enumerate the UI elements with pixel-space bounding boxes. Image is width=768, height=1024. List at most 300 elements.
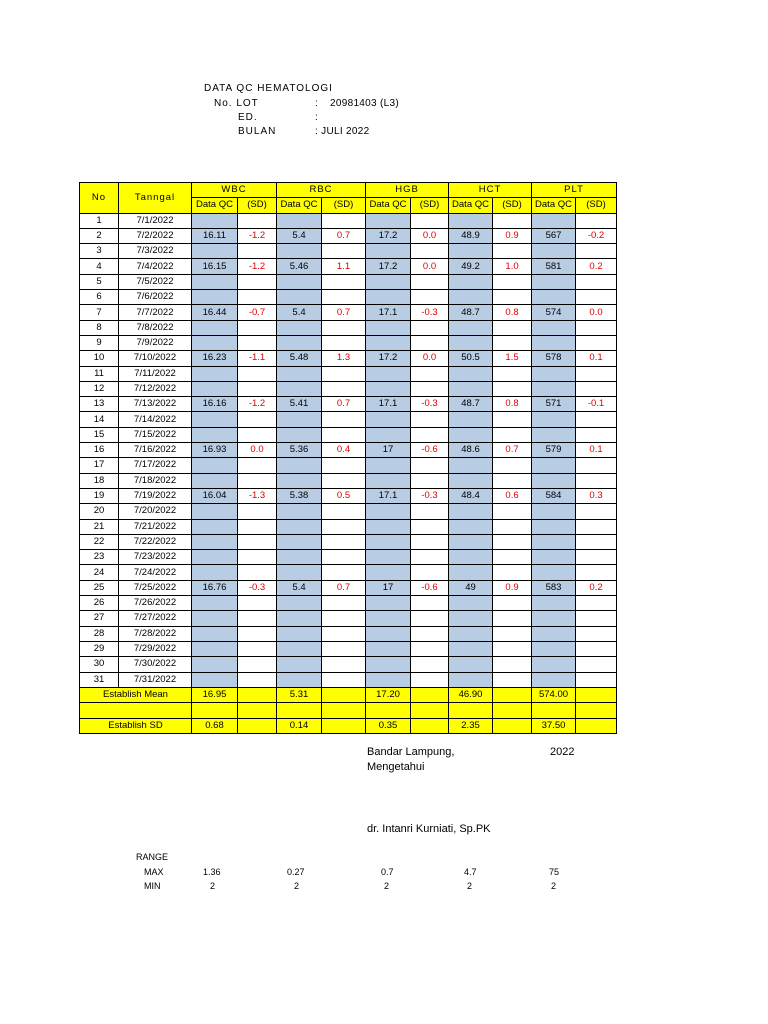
rbc-sd-cell: 0.4 <box>322 443 366 458</box>
hct-sd-cell: 0.9 <box>493 580 532 595</box>
spacer-cell <box>366 703 411 719</box>
rbc-qc-cell <box>277 672 322 687</box>
spacer-cell <box>80 703 192 719</box>
rbc-qc-cell <box>277 519 322 534</box>
hct-sd-cell <box>493 244 532 259</box>
signature-acknowledged: Mengetahui <box>367 761 425 773</box>
wbc-qc-cell <box>192 519 238 534</box>
hgb-sd-cell: -0.3 <box>411 488 449 503</box>
subheader-data-qc: Data QC <box>192 198 238 213</box>
hgb-sd-cell: 0.0 <box>411 351 449 366</box>
subheader-data-qc: Data QC <box>366 198 411 213</box>
plt-qc-cell <box>532 657 576 672</box>
table-row <box>80 290 617 305</box>
table-row <box>80 657 617 672</box>
row-no-cell: 2 <box>80 228 119 243</box>
range-max-wbc: 1.36 <box>203 867 221 877</box>
plt-qc-cell <box>532 320 576 335</box>
qc-table <box>79 182 617 734</box>
row-date-cell: 7/9/2022 <box>119 335 192 350</box>
hgb-qc-cell <box>366 626 411 641</box>
wbc-sd-cell <box>238 641 277 656</box>
wbc-sd-cell <box>238 244 277 259</box>
rbc-sd-cell <box>322 335 366 350</box>
table-row <box>80 335 617 350</box>
wbc-qc-cell: 16.16 <box>192 397 238 412</box>
plt-sd-cell <box>576 427 617 442</box>
rbc-qc-cell <box>277 611 322 626</box>
plt-sd-cell: -0.1 <box>576 397 617 412</box>
range-title: RANGE <box>136 852 169 862</box>
wbc-sd-cell: -1.2 <box>238 228 277 243</box>
plt-qc-cell <box>532 335 576 350</box>
hgb-sd-cell: 0.0 <box>411 228 449 243</box>
table-row <box>80 397 617 412</box>
rbc-sd-cell: 0.7 <box>322 580 366 595</box>
mean-hct: 46.90 <box>449 687 493 703</box>
table-row <box>80 565 617 580</box>
table-row <box>80 672 617 687</box>
wbc-sd-cell <box>238 427 277 442</box>
plt-qc-cell <box>532 244 576 259</box>
subheader-data-qc: Data QC <box>449 198 493 213</box>
table-row <box>80 351 617 366</box>
hct-qc-cell: 48.7 <box>449 305 493 320</box>
hct-sd-cell <box>493 596 532 611</box>
subheader-sd: (SD) <box>493 198 532 213</box>
table-row <box>80 320 617 335</box>
plt-sd-cell <box>576 519 617 534</box>
mean-wbc: 16.95 <box>192 687 238 703</box>
hct-sd-cell <box>493 611 532 626</box>
wbc-qc-cell <box>192 290 238 305</box>
table-row <box>80 534 617 549</box>
hct-sd-cell <box>493 320 532 335</box>
wbc-sd-cell: 0.0 <box>238 443 277 458</box>
hgb-qc-cell <box>366 565 411 580</box>
hct-sd-cell <box>493 534 532 549</box>
wbc-sd-cell <box>238 290 277 305</box>
hgb-qc-cell: 17.2 <box>366 259 411 274</box>
hct-sd-cell <box>493 412 532 427</box>
wbc-qc-cell <box>192 412 238 427</box>
wbc-qc-cell <box>192 626 238 641</box>
mean-rbc: 5.31 <box>277 687 322 703</box>
spacer-cell <box>322 703 366 719</box>
row-date-cell: 7/21/2022 <box>119 519 192 534</box>
row-date-cell: 7/26/2022 <box>119 596 192 611</box>
hgb-sd-cell <box>411 381 449 396</box>
hct-sd-cell: 0.7 <box>493 443 532 458</box>
rbc-qc-cell <box>277 534 322 549</box>
bulan-value: : JULI 2022 <box>315 126 370 137</box>
plt-qc-cell <box>532 626 576 641</box>
plt-qc-cell <box>532 473 576 488</box>
hgb-qc-cell <box>366 366 411 381</box>
wbc-sd-cell <box>238 412 277 427</box>
rbc-sd-cell <box>322 427 366 442</box>
plt-sd-cell: 0.3 <box>576 488 617 503</box>
hgb-qc-cell <box>366 641 411 656</box>
plt-qc-cell <box>532 596 576 611</box>
wbc-qc-cell <box>192 274 238 289</box>
wbc-sd-cell <box>238 657 277 672</box>
hgb-sd-cell <box>411 672 449 687</box>
wbc-qc-cell <box>192 458 238 473</box>
wbc-qc-cell: 16.11 <box>192 228 238 243</box>
row-date-cell: 7/24/2022 <box>119 565 192 580</box>
sd-wbc: 0.68 <box>192 718 238 734</box>
plt-qc-cell <box>532 565 576 580</box>
rbc-qc-cell <box>277 244 322 259</box>
plt-sd-cell: 0.0 <box>576 305 617 320</box>
rbc-sd-cell <box>322 473 366 488</box>
wbc-qc-cell <box>192 473 238 488</box>
hct-qc-cell <box>449 366 493 381</box>
rbc-sd-cell <box>322 596 366 611</box>
subheader-sd: (SD) <box>411 198 449 213</box>
rbc-qc-cell <box>277 473 322 488</box>
hct-sd-cell <box>493 427 532 442</box>
wbc-sd-cell <box>238 626 277 641</box>
plt-sd-cell <box>576 626 617 641</box>
rbc-sd-cell: 1.1 <box>322 259 366 274</box>
plt-qc-cell <box>532 611 576 626</box>
row-date-cell: 7/25/2022 <box>119 580 192 595</box>
table-row <box>80 641 617 656</box>
row-no-cell: 22 <box>80 534 119 549</box>
row-no-cell: 24 <box>80 565 119 580</box>
wbc-qc-cell <box>192 381 238 396</box>
wbc-qc-cell: 16.93 <box>192 443 238 458</box>
hgb-sd-cell <box>411 504 449 519</box>
wbc-qc-cell <box>192 565 238 580</box>
rbc-qc-cell: 5.41 <box>277 397 322 412</box>
hct-qc-cell <box>449 550 493 565</box>
rbc-qc-cell <box>277 565 322 580</box>
table-row <box>80 550 617 565</box>
table-row <box>80 626 617 641</box>
hgb-qc-cell: 17.1 <box>366 488 411 503</box>
plt-qc-cell: 571 <box>532 397 576 412</box>
plt-sd-cell <box>576 534 617 549</box>
hct-qc-cell <box>449 672 493 687</box>
table-row <box>80 412 617 427</box>
hct-sd-cell <box>493 641 532 656</box>
plt-qc-cell: 578 <box>532 351 576 366</box>
plt-qc-cell <box>532 427 576 442</box>
wbc-qc-cell <box>192 672 238 687</box>
plt-sd-cell <box>576 290 617 305</box>
rbc-qc-cell <box>277 320 322 335</box>
wbc-sd-cell <box>238 366 277 381</box>
plt-sd-cell: 0.2 <box>576 580 617 595</box>
group-header-plt: PLT <box>532 183 617 198</box>
hct-qc-cell <box>449 274 493 289</box>
rbc-sd-cell: 0.7 <box>322 397 366 412</box>
row-date-cell: 7/15/2022 <box>119 427 192 442</box>
row-date-cell: 7/7/2022 <box>119 305 192 320</box>
row-no-cell: 13 <box>80 397 119 412</box>
plt-sd-cell <box>576 611 617 626</box>
row-date-cell: 7/12/2022 <box>119 381 192 396</box>
sd-blank <box>576 718 617 734</box>
rbc-qc-cell <box>277 657 322 672</box>
subheader-sd: (SD) <box>576 198 617 213</box>
hgb-qc-cell <box>366 596 411 611</box>
rbc-qc-cell: 5.4 <box>277 305 322 320</box>
rbc-sd-cell: 0.7 <box>322 305 366 320</box>
row-no-cell: 26 <box>80 596 119 611</box>
hgb-sd-cell <box>411 427 449 442</box>
hgb-qc-cell <box>366 550 411 565</box>
hgb-sd-cell <box>411 641 449 656</box>
wbc-sd-cell <box>238 335 277 350</box>
hgb-sd-cell <box>411 519 449 534</box>
wbc-qc-cell: 16.44 <box>192 305 238 320</box>
rbc-sd-cell <box>322 534 366 549</box>
spacer-cell <box>411 703 449 719</box>
wbc-qc-cell: 16.76 <box>192 580 238 595</box>
hct-sd-cell <box>493 458 532 473</box>
plt-qc-cell <box>532 534 576 549</box>
spacer-row <box>80 703 617 719</box>
rbc-qc-cell <box>277 641 322 656</box>
hgb-qc-cell <box>366 504 411 519</box>
subheader-data-qc: Data QC <box>532 198 576 213</box>
row-date-cell: 7/4/2022 <box>119 259 192 274</box>
signature-place: Bandar Lampung, <box>367 746 455 758</box>
spacer-cell <box>493 703 532 719</box>
hgb-qc-cell <box>366 274 411 289</box>
row-no-cell: 12 <box>80 381 119 396</box>
hct-qc-cell <box>449 458 493 473</box>
plt-sd-cell: -0.2 <box>576 228 617 243</box>
wbc-sd-cell: -0.7 <box>238 305 277 320</box>
rbc-qc-cell: 5.4 <box>277 580 322 595</box>
hct-qc-cell <box>449 244 493 259</box>
plt-qc-cell: 567 <box>532 228 576 243</box>
hct-qc-cell <box>449 320 493 335</box>
mean-blank <box>322 687 366 703</box>
range-min-hgb: 2 <box>384 881 390 891</box>
hct-qc-cell: 49.2 <box>449 259 493 274</box>
row-no-cell: 3 <box>80 244 119 259</box>
hgb-sd-cell <box>411 213 449 228</box>
establish-sd-row <box>80 718 617 734</box>
hgb-qc-cell <box>366 290 411 305</box>
plt-qc-cell <box>532 458 576 473</box>
wbc-qc-cell: 16.15 <box>192 259 238 274</box>
sd-blank <box>411 718 449 734</box>
row-date-cell: 7/28/2022 <box>119 626 192 641</box>
wbc-sd-cell <box>238 534 277 549</box>
rbc-sd-cell <box>322 458 366 473</box>
hgb-qc-cell <box>366 473 411 488</box>
plt-sd-cell <box>576 366 617 381</box>
row-no-cell: 16 <box>80 443 119 458</box>
row-no-cell: 20 <box>80 504 119 519</box>
rbc-qc-cell <box>277 366 322 381</box>
rbc-sd-cell: 0.5 <box>322 488 366 503</box>
plt-qc-cell <box>532 519 576 534</box>
rbc-qc-cell <box>277 213 322 228</box>
row-date-cell: 7/19/2022 <box>119 488 192 503</box>
rbc-sd-cell <box>322 611 366 626</box>
rbc-qc-cell: 5.36 <box>277 443 322 458</box>
wbc-sd-cell <box>238 550 277 565</box>
range-max-plt: 75 <box>549 867 560 877</box>
hgb-qc-cell: 17 <box>366 580 411 595</box>
table-row <box>80 381 617 396</box>
plt-sd-cell: 0.1 <box>576 351 617 366</box>
range-max-hct: 4.7 <box>464 867 477 877</box>
establish-sd-label: Establish SD <box>80 718 192 734</box>
hgb-qc-cell <box>366 458 411 473</box>
wbc-qc-cell: 16.23 <box>192 351 238 366</box>
rbc-sd-cell <box>322 626 366 641</box>
row-no-cell: 28 <box>80 626 119 641</box>
plt-qc-cell <box>532 550 576 565</box>
hgb-qc-cell: 17 <box>366 443 411 458</box>
signature-name: dr. Intanri Kurniati, Sp.PK <box>367 823 491 835</box>
table-row <box>80 427 617 442</box>
table-row <box>80 443 617 458</box>
mean-hgb: 17.20 <box>366 687 411 703</box>
plt-sd-cell <box>576 274 617 289</box>
hct-qc-cell: 48.7 <box>449 397 493 412</box>
hgb-qc-cell <box>366 427 411 442</box>
rbc-qc-cell: 5.38 <box>277 488 322 503</box>
hgb-sd-cell <box>411 611 449 626</box>
row-date-cell: 7/23/2022 <box>119 550 192 565</box>
row-date-cell: 7/17/2022 <box>119 458 192 473</box>
plt-sd-cell <box>576 412 617 427</box>
ed-separator: : <box>315 112 319 123</box>
rbc-sd-cell <box>322 412 366 427</box>
group-header-wbc: WBC <box>192 183 277 198</box>
table-row <box>80 580 617 595</box>
rbc-qc-cell <box>277 458 322 473</box>
plt-sd-cell <box>576 641 617 656</box>
wbc-sd-cell <box>238 213 277 228</box>
row-no-cell: 6 <box>80 290 119 305</box>
row-no-cell: 23 <box>80 550 119 565</box>
hgb-qc-cell: 17.2 <box>366 351 411 366</box>
row-no-cell: 14 <box>80 412 119 427</box>
subheader-data-qc: Data QC <box>277 198 322 213</box>
hgb-qc-cell: 17.1 <box>366 305 411 320</box>
hct-qc-cell <box>449 565 493 580</box>
rbc-qc-cell <box>277 427 322 442</box>
row-date-cell: 7/22/2022 <box>119 534 192 549</box>
hgb-sd-cell <box>411 290 449 305</box>
wbc-qc-cell: 16.04 <box>192 488 238 503</box>
rbc-sd-cell <box>322 381 366 396</box>
hct-qc-cell: 50.5 <box>449 351 493 366</box>
hct-qc-cell: 49 <box>449 580 493 595</box>
plt-sd-cell <box>576 504 617 519</box>
plt-qc-cell <box>532 213 576 228</box>
wbc-qc-cell <box>192 427 238 442</box>
lot-label: No. LOT <box>214 98 259 109</box>
hgb-sd-cell <box>411 550 449 565</box>
row-no-cell: 15 <box>80 427 119 442</box>
plt-qc-cell <box>532 290 576 305</box>
rbc-qc-cell <box>277 626 322 641</box>
rbc-sd-cell: 0.7 <box>322 228 366 243</box>
hct-sd-cell <box>493 626 532 641</box>
table-header-row <box>80 183 617 198</box>
spacer-cell <box>277 703 322 719</box>
hgb-sd-cell <box>411 596 449 611</box>
rbc-qc-cell <box>277 596 322 611</box>
wbc-qc-cell <box>192 657 238 672</box>
rbc-qc-cell <box>277 412 322 427</box>
hgb-sd-cell <box>411 320 449 335</box>
hct-sd-cell: 1.0 <box>493 259 532 274</box>
wbc-qc-cell <box>192 335 238 350</box>
plt-qc-cell <box>532 672 576 687</box>
sd-plt: 37.50 <box>532 718 576 734</box>
hgb-qc-cell <box>366 657 411 672</box>
row-no-cell: 5 <box>80 274 119 289</box>
row-no-cell: 29 <box>80 641 119 656</box>
table-row <box>80 274 617 289</box>
hct-qc-cell <box>449 519 493 534</box>
hct-qc-cell <box>449 290 493 305</box>
wbc-qc-cell <box>192 534 238 549</box>
rbc-qc-cell <box>277 335 322 350</box>
hgb-qc-cell: 17.2 <box>366 228 411 243</box>
hct-sd-cell: 1.5 <box>493 351 532 366</box>
rbc-sd-cell <box>322 290 366 305</box>
mean-plt: 574.00 <box>532 687 576 703</box>
rbc-qc-cell <box>277 381 322 396</box>
range-min-plt: 2 <box>551 881 557 891</box>
bulan-label: BULAN <box>238 126 277 137</box>
row-no-cell: 30 <box>80 657 119 672</box>
hgb-sd-cell: -0.6 <box>411 580 449 595</box>
wbc-sd-cell: -0.3 <box>238 580 277 595</box>
plt-qc-cell: 583 <box>532 580 576 595</box>
subheader-sd: (SD) <box>322 198 366 213</box>
row-date-cell: 7/14/2022 <box>119 412 192 427</box>
row-date-cell: 7/2/2022 <box>119 228 192 243</box>
hgb-qc-cell <box>366 381 411 396</box>
hgb-sd-cell <box>411 657 449 672</box>
wbc-sd-cell: -1.2 <box>238 397 277 412</box>
row-no-cell: 31 <box>80 672 119 687</box>
plt-sd-cell <box>576 550 617 565</box>
hgb-qc-cell <box>366 320 411 335</box>
ed-label: ED. <box>238 112 258 123</box>
spacer-cell <box>449 703 493 719</box>
hgb-sd-cell <box>411 626 449 641</box>
wbc-sd-cell <box>238 596 277 611</box>
table-row <box>80 596 617 611</box>
hgb-qc-cell <box>366 519 411 534</box>
row-date-cell: 7/10/2022 <box>119 351 192 366</box>
table-row <box>80 228 617 243</box>
row-no-cell: 10 <box>80 351 119 366</box>
row-no-cell: 25 <box>80 580 119 595</box>
hct-sd-cell: 0.9 <box>493 228 532 243</box>
row-no-cell: 8 <box>80 320 119 335</box>
hgb-qc-cell <box>366 672 411 687</box>
hct-qc-cell: 48.9 <box>449 228 493 243</box>
spacer-cell <box>238 703 277 719</box>
